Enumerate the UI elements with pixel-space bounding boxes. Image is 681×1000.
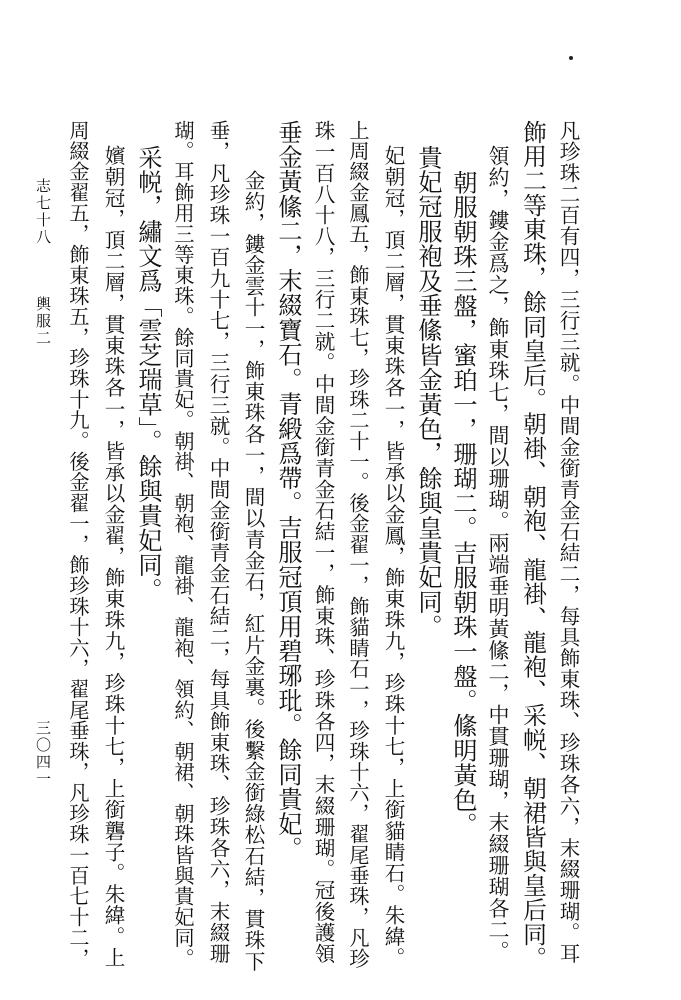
text-column-8: 珠一百八十八，三行二就。中間金銜青金石結一，飾東珠、珍珠各四，末綴珊瑚。冠後護領 bbox=[311, 120, 335, 964]
section-label: 輿服二 bbox=[34, 296, 52, 347]
text-column-12: 瑚。耳飾用三等東珠。餘同貴妃。朝褂、朝袍、龍褂、龍袍、領約、朝裙、朝珠皆與貴妃同。 bbox=[171, 120, 195, 969]
text-column-6: 妃朝冠，頂二層，貫東珠各一，皆承以金鳳，飾東珠九，珍珠十七，上銜貓睛石。朱緯。 bbox=[381, 145, 405, 968]
chapter-label: 志七十八 bbox=[34, 178, 52, 246]
text-column-2: 飾用二等東珠，餘同皇后。朝褂、朝袍、龍褂、龍袍、采帨、朝裙皆與皇后同。 bbox=[519, 120, 547, 971]
text-column-15: 周綴金翟五，飾東珠五，珍珠十九。後金翟一，飾珍珠十六，翟尾垂珠，凡珍珠一百七十二， bbox=[66, 120, 90, 969]
text-column-4: 朝服朝珠三盤，蜜珀一，珊瑚二。吉服朝珠一盤。絛明黃色。 bbox=[449, 170, 477, 837]
ink-speck bbox=[569, 56, 573, 60]
text-column-14: 嬪朝冠，頂二層，貫東珠各一，皆承以金翟，飾東珠九，珍珠十七，上銜礱子。朱緯。上 bbox=[101, 145, 125, 968]
text-column-5: 貴妃冠服袍及垂絛皆金黃色，餘與皇貴妃同。 bbox=[414, 145, 442, 639]
text-column-9: 垂金黃絛二，末綴寶石。青緞爲帶。吉服冠頂用碧琊玭。餘同貴妃。 bbox=[274, 120, 302, 861]
text-column-13: 采帨，繡文爲「雲芝瑞草」。餘與貴妃同。 bbox=[134, 145, 162, 603]
text-column-3: 領約，鏤金爲之，飾東珠七，間以珊瑚。兩端垂明黃絛二，中貫珊瑚，末綴珊瑚各二。 bbox=[486, 145, 510, 962]
text-column-10: 金約，鏤金雲十一，飾東珠各一，間以青金石，紅片金裏。後繫金銜綠松石結，貫珠下 bbox=[241, 170, 265, 972]
text-column-1: 凡珍珠二百有四，三行三就。中間金銜青金石結二，每具飾東珠、珍珠各六，末綴珊瑚。耳 bbox=[556, 120, 580, 964]
page-number: 三〇四一 bbox=[34, 720, 52, 788]
text-column-7: 上周綴金鳳五，飾東珠七，珍珠二十一。後金翟一，飾貓睛石一，珍珠十六，翟尾垂珠，凡珍 bbox=[346, 120, 370, 969]
text-column-11: 垂，凡珍珠一百九十七，三行三就。中間金銜青金石結二，每具飾東珠、珍珠各六，末綴珊 bbox=[206, 120, 230, 964]
